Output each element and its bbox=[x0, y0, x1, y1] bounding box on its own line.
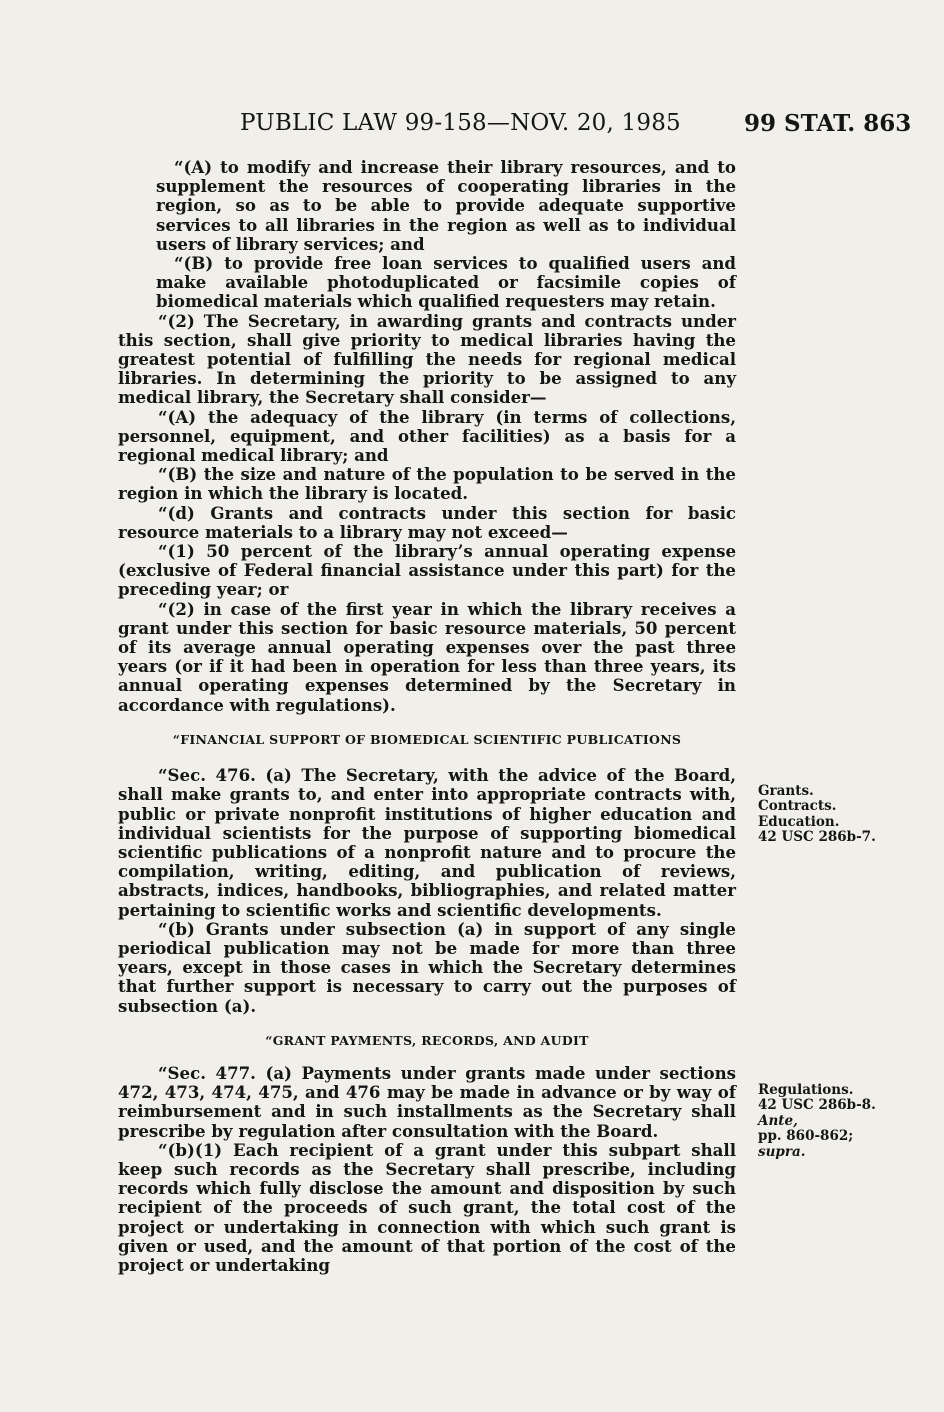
running-header-page-ref: 99 STAT. 863 bbox=[744, 110, 912, 137]
margin-note-line: Contracts. bbox=[758, 798, 837, 815]
margin-note-grants bbox=[758, 784, 928, 846]
limit-2-first-year: “(2) in case of the first year in which the library receives a grant under this section for basic resource materials, 50 percent of its average annual operating expenses over the past three years (or if it had been in operation for less than three years, its annual operating expenses determined by the Secretary in accordance with regulations). bbox=[118, 598, 736, 715]
running-header-title: PUBLIC LAW 99-158—NOV. 20, 1985 bbox=[240, 110, 681, 136]
margin-note-line: pp. 860-862; bbox=[758, 1128, 854, 1145]
section-477-b-1: “(b)(1) Each recipient of a grant under this subpart shall keep such records as the Secretary shall prescribe, including records which fully disclose the amount and disposition by such recipient of the proceeds of such grant, the total cost of the project or undertaking in connection with which such grant is given or used, and the amount of that portion of the cost of the project or undertaking bbox=[118, 1139, 736, 1275]
subsection-d-limits: “(d) Grants and contracts under this section for basic resource materials to a library may not exceed— bbox=[118, 502, 736, 542]
margin-note-line: Grants. bbox=[758, 783, 814, 799]
clause-b-free-loan: “(B) to provide free loan services to qualified users and make available photoduplicated or facsimile copies of biomedical materials which qualified requesters may retain. bbox=[156, 253, 736, 312]
limit-1-fifty-percent: “(1) 50 percent of the library’s annual operating expense (exclusive of Federal financial assistance under this part) for the preceding year; or bbox=[118, 541, 736, 600]
margin-note-line: 42 USC 286b-7. bbox=[758, 829, 876, 846]
section-477-a: “Sec. 477. (a) Payments under grants made under sections 472, 473, 474, 475, and 476 may be made in advance or by way of reimbursement and in such installments as the Secretary shall prescribe by regulation after consultation with the Board. bbox=[118, 1062, 736, 1141]
margin-note-line: Regulations. bbox=[758, 1082, 854, 1098]
clause-a-library-resources: “(A) to modify and increase their library resources, and to supplement the resources of cooperating libraries in the region, so as to be able to provide adequate supportive services to all libraries in the region as well as to individual users of library services; and bbox=[156, 157, 736, 254]
paragraph-2-priority: “(2) The Secretary, in awarding grants and contracts under this section, shall give priority to medical libraries having the greatest potential of fulfilling the needs for regional medical libraries. In determining the priority to be assigned to any medical library, the Secretary shall consider— bbox=[118, 310, 736, 408]
clause-a-adequacy: “(A) the adequacy of the library (in terms of collections, personnel, equipment, and other facilities) as a basis for a regional medical library; and bbox=[118, 406, 736, 466]
section-heading-publications: “FINANCIAL SUPPORT OF BIOMEDICAL SCIENTIFIC PUBLICATIONS bbox=[172, 731, 682, 747]
section-heading-grant-payments: “GRANT PAYMENTS, RECORDS, AND AUDIT bbox=[265, 1032, 589, 1048]
statute-body bbox=[118, 158, 736, 1275]
margin-note-line: supra. bbox=[758, 1143, 806, 1160]
margin-note-line: Education. bbox=[758, 813, 840, 830]
margin-note-line: 42 USC 286b-8. bbox=[758, 1097, 876, 1114]
clause-b-population: “(B) the size and nature of the population to be served in the region in which the library is located. bbox=[118, 464, 736, 504]
margin-note-regulations bbox=[758, 1083, 928, 1160]
section-476-b: “(b) Grants under subsection (a) in support of any single periodical publication may not be made for more than three years, except in those cases in which the Secretary determines that further support is necessary to carry out the purposes of subsection (a). bbox=[118, 918, 736, 1016]
section-476-a: “Sec. 476. (a) The Secretary, with the advice of the Board, shall make grants to, and enter into appropriate contracts with, public or private nonprofit institutions of higher education and individual scientists for the purpose of supporting biomedical scientific publications of a nonprofit nature and to procure the compilation, writing, editing, and publication of reviews, abstracts, indices, handbooks, bibliographies, and related matter pertaining to scientific works and scientific developments. bbox=[118, 765, 736, 920]
margin-note-line: Ante, bbox=[758, 1112, 798, 1129]
